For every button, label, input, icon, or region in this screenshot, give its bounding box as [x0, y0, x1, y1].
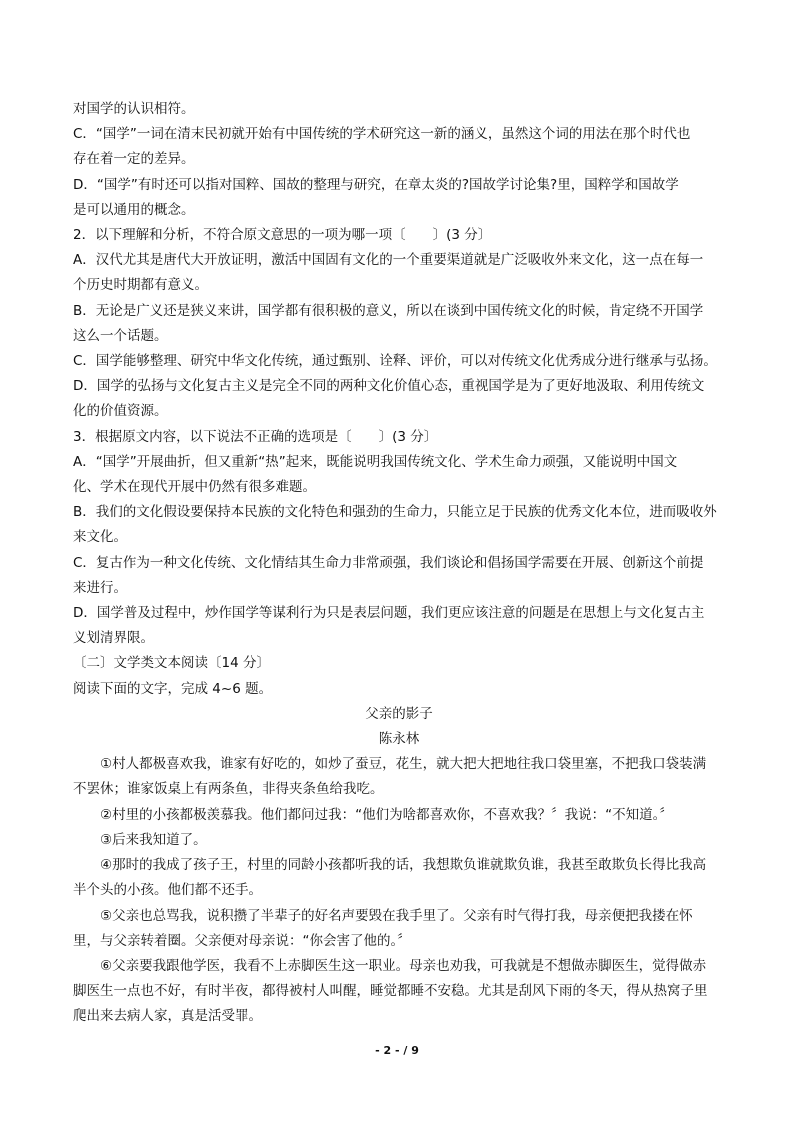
reading-instruction: 阅读下面的文字，完成 4~6 题。 [73, 680, 273, 697]
text-line: 这么一个话题。 [73, 327, 168, 344]
story-paragraph-line: 脚医生一点也不好，有时半夜，都得被村人叫醒，睡觉都睡不安稳。尤其是刮风下雨的冬天，得从热窝子里 [73, 983, 708, 1000]
option-d-line: D．国学的弘扬与文化复古主义是完全不同的两种文化价值心态，重视国学是为了更好地汲取、利用传统文 [73, 378, 705, 395]
text-line: 化、学术在现代开展中仍然有很多难题。 [73, 479, 316, 496]
text-line: 来文化。 [73, 529, 127, 546]
question-3: 3．根据原文内容，以下说法不正确的选项是〔 〕(3 分〕 [73, 428, 438, 445]
option-c-line: C．国学能够整理、研究中华文化传统，通过甄别、诠释、评价，可以对传统文化优秀成分进行继承与弘扬。 [73, 353, 717, 370]
option-b-line: B．无论是广义还是狭义来讲，国学都有很积极的意义，所以在谈到中国传统文化的时候，肯定绕不开国学 [73, 302, 704, 319]
page-number: - 2 - / 9 [375, 1044, 419, 1057]
story-title: 父亲的影子 [365, 705, 433, 722]
story-paragraph-line: ⑥父亲要我跟他学医，我看不上赤脚医生这一职业。母亲也劝我，可我就是不想做赤脚医生，觉得做赤 [100, 957, 707, 974]
text-line: 个历史时期都有意义。 [73, 277, 208, 294]
story-author: 陈永林 [378, 731, 420, 748]
story-paragraph-line: ⑤父亲也总骂我，说积攒了半辈子的好名声要毁在我手里了。父亲有时气得打我，母亲便把我搂在怀 [100, 907, 693, 924]
page-content [73, 97, 725, 1030]
option-c-line: C．“国学”一词在清末民初就开始有中国传统的学术研究这一新的涵义，虽然这个词的用法在那个时代也 [73, 126, 691, 143]
option-a-line: A．汉代尤其是唐代大开放证明，激活中国固有文化的一个重要渠道就是广泛吸收外来文化，这一点在每一 [73, 252, 704, 269]
option-a-line: A．“国学”开展曲折，但又重新“热”起来，既能说明我国传统文化、学术生命力顽强，又能说明中国文 [73, 453, 678, 470]
story-paragraph-line: ③后来我知道了。 [100, 831, 207, 848]
story-paragraph-line: ②村里的小孩都极羡慕我。他们都问过我：“他们为啥都喜欢你，不喜欢我？〞我说：“不知道。〞 [100, 806, 673, 823]
option-d-line: D．“国学”有时还可以指对国粹、国故的整理与研究，在章太炎的?国故学讨论集?里，国粹学和国故学 [73, 176, 679, 193]
text-line: 义划清界限。 [73, 630, 154, 647]
story-paragraph-line: ④那时的我成了孩子王，村里的同龄小孩都听我的话，我想欺负谁就欺负谁，我甚至敢欺负长得比我高 [100, 857, 707, 874]
section-heading: 〔二〕文学类文本阅读〔14 分〕 [73, 655, 270, 672]
story-paragraph-line: 里，与父亲转着圈。父亲便对母亲说：“你会害了他的。〞 [73, 932, 411, 949]
question-2: 2．以下理解和分析，不符合原文意思的一项为哪一项〔 〕(3 分〕 [73, 227, 492, 244]
option-d-line: D．国学普及过程中，炒作国学等谋利行为只是表层问题，我们更应该注意的问题是在思想上与文化复古主 [73, 605, 705, 622]
story-paragraph-line: 不罢休；谁家饭桌上有两条鱼，非得夹条鱼给我吃。 [73, 781, 384, 798]
story-paragraph-line: 爬出来去病人家，真是活受罪。 [73, 1008, 262, 1025]
text-line: 对国学的认识相符。 [73, 101, 195, 117]
text-line: 是可以通用的概念。 [73, 201, 195, 218]
text-line: 存在着一定的差异。 [73, 151, 195, 168]
text-line: 来进行。 [73, 579, 127, 596]
option-c-line: C．复古作为一种文化传统、文化情结其生命力非常顽强，我们谈论和倡扬国学需要在开展、创新这个前提 [73, 554, 704, 571]
story-paragraph-line: 半个头的小孩。他们都不还手。 [73, 882, 262, 899]
text-line: 化的价值资源。 [73, 403, 168, 420]
option-b-line: B．我们的文化假设要保持本民族的文化特色和强劲的生命力，只能立足于民族的优秀文化本位，进而吸收外 [73, 504, 717, 521]
story-paragraph-line: ①村人都极喜欢我，谁家有好吃的，如炒了蚕豆，花生，就大把大把地往我口袋里塞，不把我口袋装满 [100, 756, 707, 773]
